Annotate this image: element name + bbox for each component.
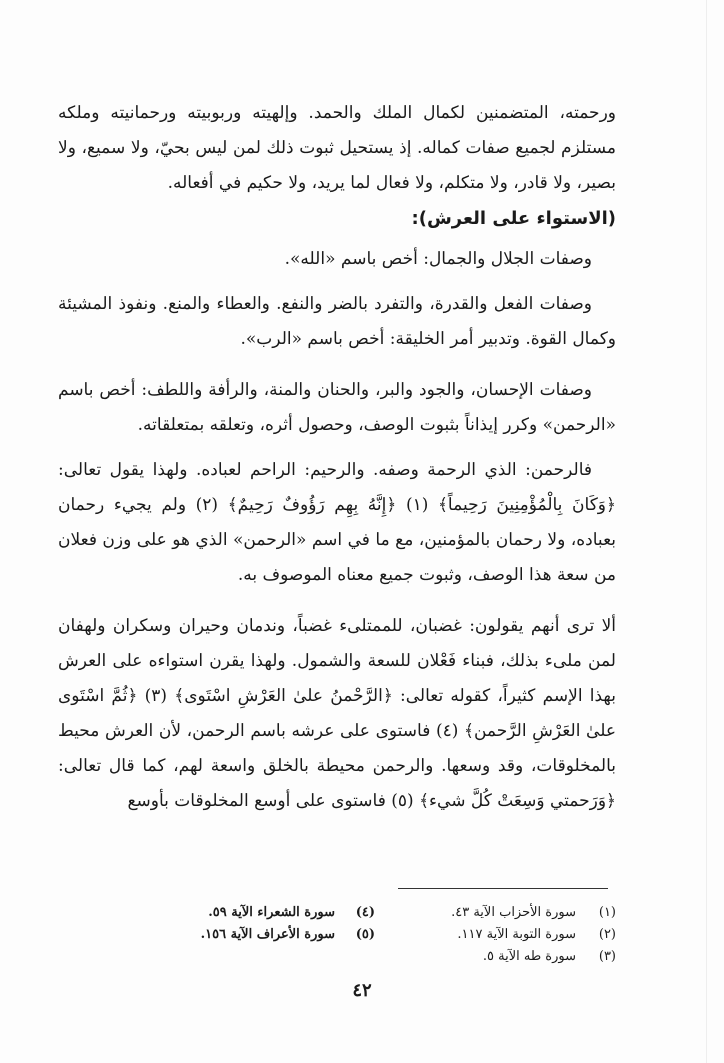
- paragraph-6: ألا ترى أنهم يقولون: غضبان، للممتلىء غضباً، وندمان وحيران وسكران ولهفان لمن ملىء بذلك، فبناء فَعْلان للسعة والشمول. ولهذا يقرن استواءه على العرش بهذا الإسم كثيراً، كقوله تعالى: ﴿الرَّحْمنُ علىٰ العَرْشِ اسْتَوى﴾ (٣) ﴿ثُمَّ اسْتَوى علىٰ العَرْشِ الرَّحمن﴾ (٤) فاستوى على عرشه باسم الرحمن، لأن العرش محيط بالمخلوقات، وقد وسعها. والرحمن محيطة بالخلق واسعة لهم، كما قال تعالى: ﴿وَرَحمتي وَسِعَتْ كُلَّ شيء﴾ (٥) فاستوى على أوسع المخلوقات بأوسع: [58, 616, 617, 811]
- paragraph-2: وصفات الجلال والجمال: أخص باسم «الله».: [284, 249, 592, 269]
- page-number: ٤٢: [352, 980, 372, 1001]
- paragraph-3: وصفات الفعل والقدرة، والتفرد بالضر والنفع. والعطاء والمنع. ونفوذ المشيئة وكمال القوة. وتدبير أمر الخليقة: أخص باسم «الرب».: [58, 294, 616, 349]
- footnote-3: [416, 946, 616, 968]
- footnote-4: [175, 902, 375, 924]
- footnote-text: سورة الأحزاب الآية ٤٣.: [451, 905, 576, 920]
- footnote-number: (٤): [355, 905, 375, 920]
- footnote-number: (٢): [598, 927, 616, 942]
- footnote-text: سورة طه الآية ٥.: [482, 949, 576, 964]
- footnote-divider: [398, 888, 608, 889]
- paragraph-4: وصفات الإحسان، والجود والبر، والحنان والمنة، والرأفة واللطف: أخص باسم «الرحمن» وكرر إيذاناً بثبوت الوصف، وحصول أثره، وتعلقه بمتعلقاته.: [58, 380, 616, 435]
- footnote-2: [416, 924, 616, 946]
- footnotes-right-column: [416, 902, 616, 968]
- paragraph-1: ورحمته، المتضمنين لكمال الملك والحمد. وإلهيته وربوبيته ورحمانيته وملكه مستلزم لجميع صفات كماله. إذ يستحيل ثبوت ذلك لمن ليس بحيّ، ولا سميع، ولا بصير، ولا قادر، ولا متكلم، ولا فعال لما يريد، ولا حكيم في أفعاله.: [58, 103, 616, 193]
- footnote-1: [416, 902, 616, 924]
- paragraph-5: فالرحمن: الذي الرحمة وصفه. والرحيم: الراحم لعباده. ولهذا يقول تعالى: ﴿وَكَانَ بِالْمُؤْمِنِينَ رَحِيماً﴾ (١) ﴿إِنَّهُ بِهِم رَؤُوفٌ رَحِيمٌ﴾ (٢) ولم يجيء رحمان بعباده، ولا رحمان بالمؤمنين، مع ما في اسم «الرحمن» الذي هو على وزن فعلان من سعة هذا الوصف، وثبوت جميع معناه الموصوف به.: [58, 460, 616, 585]
- footnote-number: (٥): [355, 927, 375, 942]
- section-heading: (الاستواء على العرش):: [411, 208, 616, 229]
- footnote-text: سورة التوبة الآية ١١٧.: [457, 927, 576, 942]
- footnote-text: سورة الأعراف الآية ١٥٦.: [200, 927, 335, 942]
- footnote-number: (١): [598, 905, 616, 920]
- footnotes-left-column: [175, 902, 375, 946]
- page-edge-shadow: [706, 0, 707, 1063]
- footnote-number: (٣): [598, 949, 616, 964]
- footnote-text: سورة الشعراء الآية ٥٩.: [208, 905, 335, 920]
- main-text-block: [58, 96, 616, 819]
- footnote-5: [175, 924, 375, 946]
